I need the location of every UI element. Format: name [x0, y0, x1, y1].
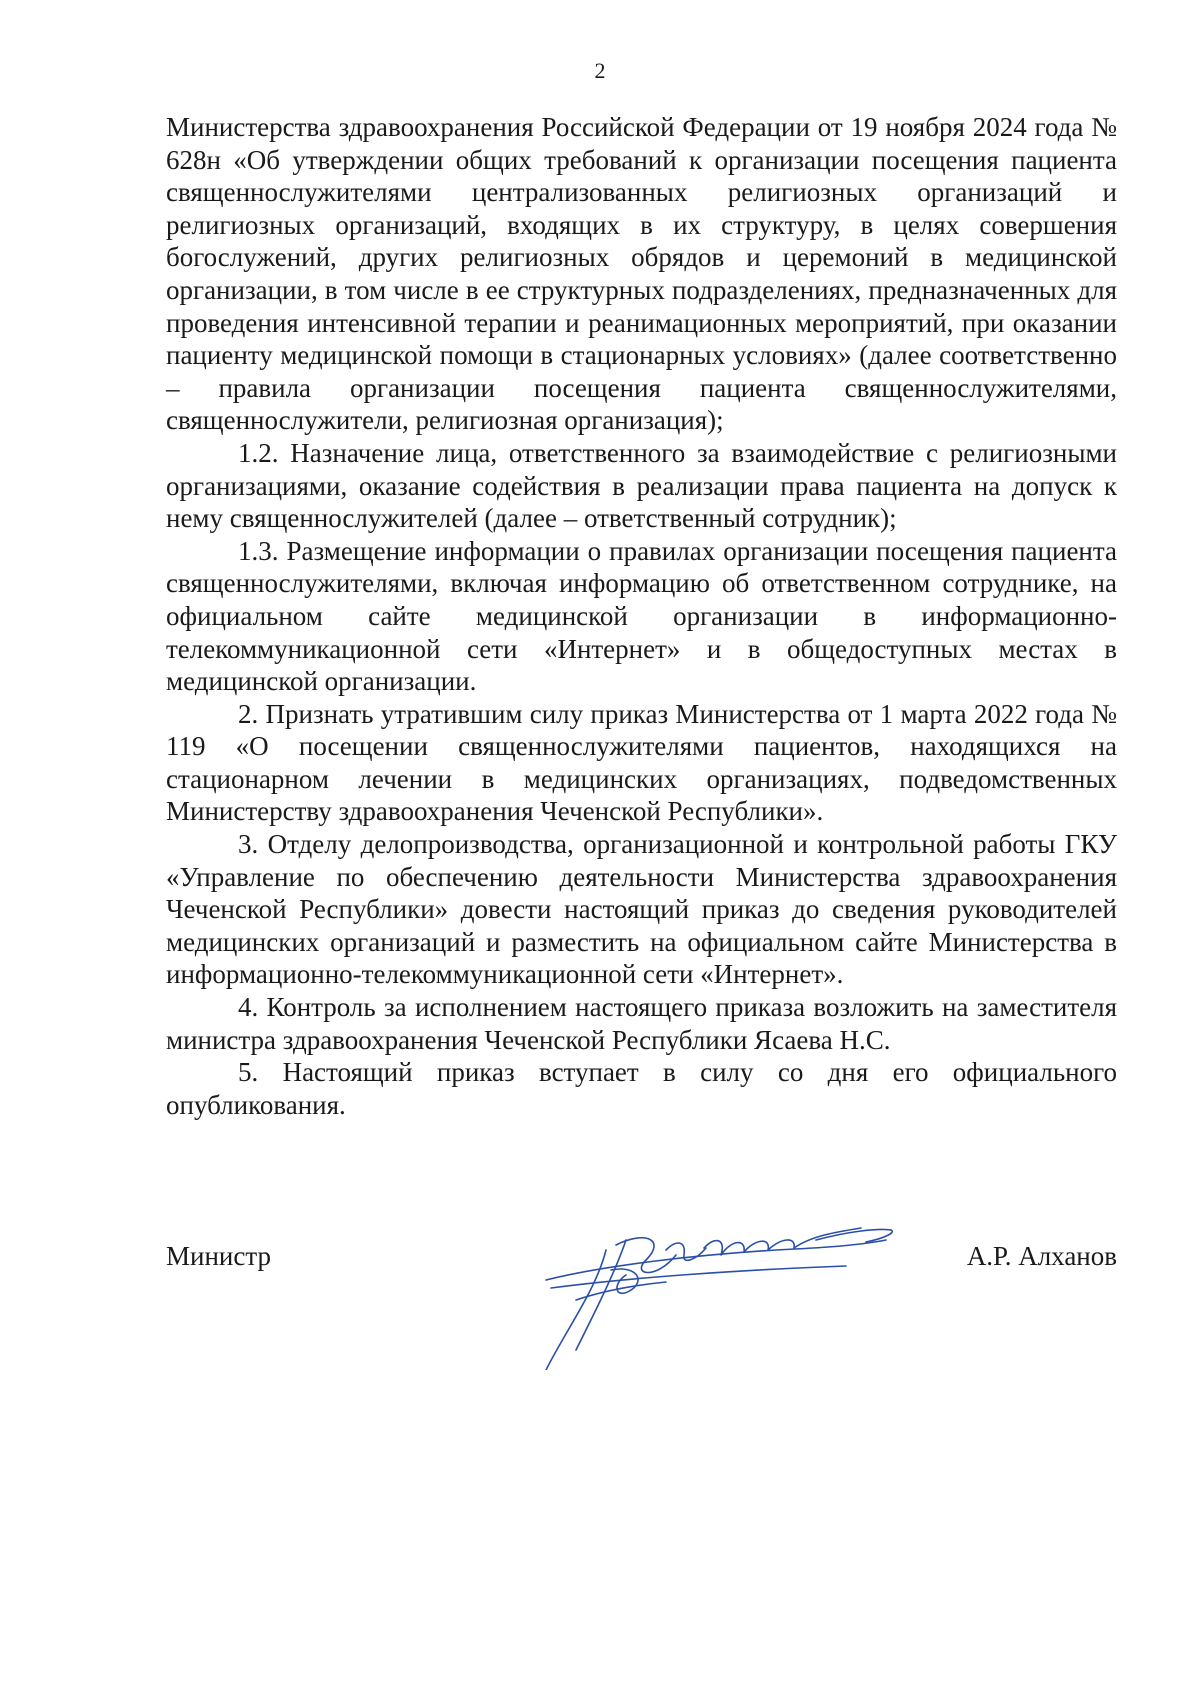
document-body: [166, 111, 1117, 1121]
page-number: 2: [594, 58, 606, 83]
handwritten-signature: [516, 1210, 916, 1370]
paragraph-3: 3. Отделу делопроизводства, организационной и контрольной работы ГКУ «Управление по обеспечению деятельности Министерства здравоохранения Чеченской Республики» довести настоящий приказ до сведения руководителей медицинских организаций и разместить на официальном сайте Министерства в информационно-телекоммуникационной сети «Интернет».: [166, 829, 1117, 990]
signatory-name: А.Р. Алханов: [966, 1241, 1117, 1271]
paragraph-4: 4. Контроль за исполнением настоящего приказа возложить на заместителя министра здравоохранения Чеченской Республики Ясаева Н.С.: [166, 992, 1117, 1055]
signature-block: [166, 1240, 1117, 1400]
paragraph-continuation: Министерства здравоохранения Российской Федерации от 19 ноября 2024 года № 628н «Об утверждении общих требований к организации посещения пациента священнослужителями централизованных религиозных организаций и религиозных организаций, входящих в их структуру, в целях совершения богослужений, других религиозных обрядов и церемоний в медицинской организации, в том числе в ее структурных подразделениях, предназначенных для проведения интенсивной терапии и реанимационных мероприятий, при оказании пациенту медицинской помощи в стационарных условиях» (далее соответственно – правила организации посещения пациента священнослужителями, священнослужители, религиозная организация);: [166, 112, 1117, 436]
paragraph-2: 2. Признать утратившим силу приказ Министерства от 1 марта 2022 года № 119 «О посещении священнослужителями пациентов, находящихся на стационарном лечении в медицинских организациях, подведомственных Министерству здравоохранения Чеченской Республики».: [166, 698, 1117, 827]
paragraph-1-3: 1.3. Размещение информации о правилах организации посещения пациента священнослужителями, включая информацию об ответственном сотруднике, на официальном сайте медицинской организации в информационно-телекоммуникационной сети «Интернет» и в общедоступных местах в медицинской организации.: [166, 535, 1117, 697]
paragraph-5: 5. Настоящий приказ вступает в силу со дня его официального опубликования.: [166, 1057, 1117, 1120]
signatory-position: Министр: [166, 1241, 271, 1271]
paragraph-1-2: 1.2. Назначение лица, ответственного за взаимодействие с религиозными организациями, оказание содействия в реализации права пациента на допуск к нему священнослужителей (далее – ответственный сотрудник);: [166, 437, 1117, 534]
